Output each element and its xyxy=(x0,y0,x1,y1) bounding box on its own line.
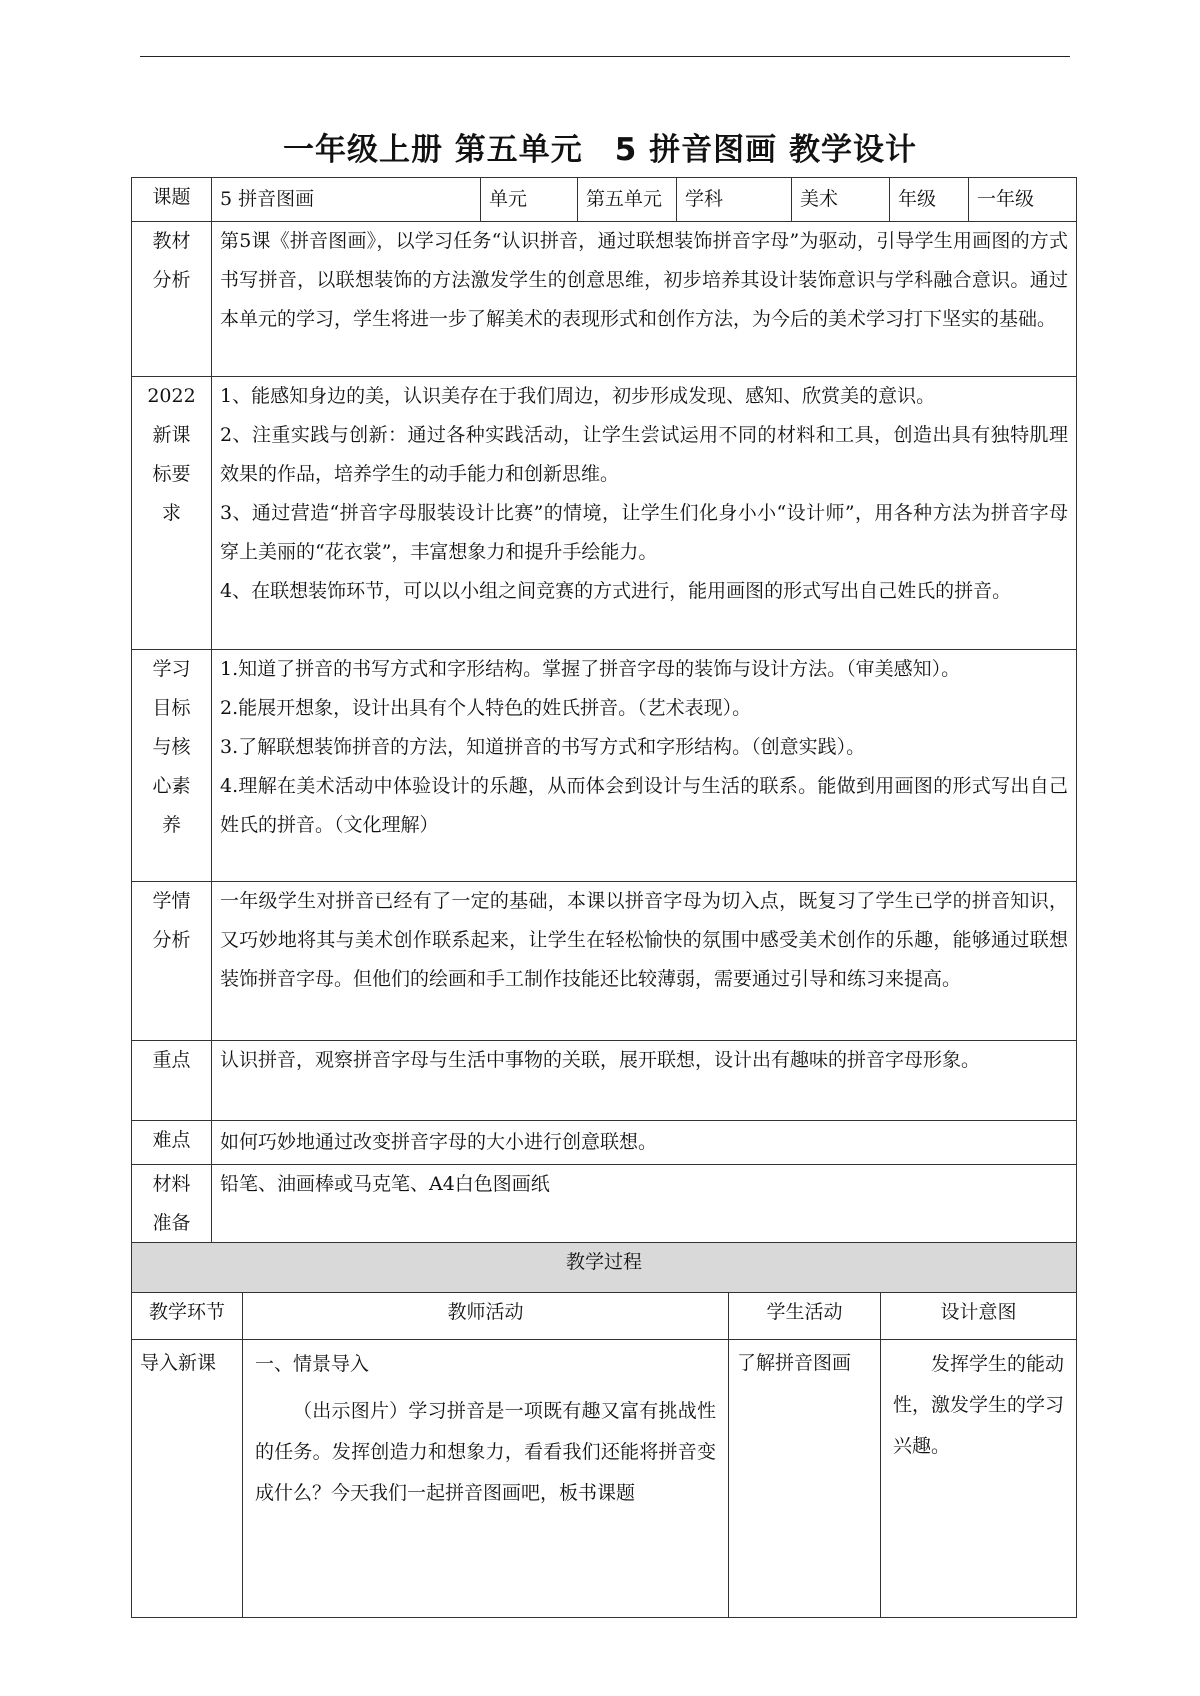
process-banner-row xyxy=(132,1243,1077,1293)
subject-label: 学科 xyxy=(677,178,792,222)
objectives-row xyxy=(132,650,1077,882)
materials-label-text: 材料 准备 xyxy=(152,1173,191,1234)
process-header-row xyxy=(132,1293,1077,1340)
key-points-label: 重点 xyxy=(132,1041,212,1121)
process-row xyxy=(132,1340,1077,1618)
materials-row xyxy=(132,1165,1077,1244)
lesson-info-table xyxy=(131,177,1077,1244)
subject-value: 美术 xyxy=(792,178,890,222)
difficulties-label: 难点 xyxy=(132,1121,212,1165)
curriculum-label-text: 2022 新课 标要 求 xyxy=(147,385,196,524)
teacher-activity-cell xyxy=(243,1340,729,1618)
curriculum-row xyxy=(132,377,1077,650)
material-analysis-row xyxy=(132,222,1077,377)
unit-label: 单元 xyxy=(481,178,578,222)
curriculum-item: 3、通过营造“拼音字母服装设计比赛”的情境，让学生们化身小小“设计师”，用各种方法为拼音字母穿上美丽的“花衣裳”，丰富想象力和提升手绘能力。 xyxy=(220,502,1068,563)
grade-value: 一年级 xyxy=(969,178,1077,222)
teaching-process-table xyxy=(131,1242,1077,1618)
objective-item: 1.知道了拼音的书写方式和字形结构。掌握了拼音字母的装饰与设计方法。（审美感知）。 xyxy=(220,658,961,680)
material-analysis-text: 第5课《拼音图画》，以学习任务“认识拼音，通过联想装饰拼音字母”为驱动，引导学生用画图的方式书写拼音，以联想装饰的方法激发学生的创意思维，初步培养其设计装饰意识与学科融合意识。通过本单元的学习，学生将进一步了解美术的表现形式和创作方法，为今后的美术学习打下坚实的基础。 xyxy=(212,222,1077,377)
column-header-student: 学生活动 xyxy=(729,1293,881,1340)
objective-item: 2.能展开想象，设计出具有个人特色的姓氏拼音。（艺术表现）。 xyxy=(220,697,752,719)
curriculum-item: 2、注重实践与创新：通过各种实践活动，让学生尝试运用不同的材料和工具，创造出具有独特肌理效果的作品，培养学生的动手能力和创新思维。 xyxy=(220,424,1068,485)
material-analysis-label-text: 教材 分析 xyxy=(152,230,191,291)
header-rule xyxy=(140,56,1070,57)
learner-analysis-label xyxy=(132,882,212,1041)
objectives-text xyxy=(212,650,1077,882)
column-header-teacher: 教师活动 xyxy=(243,1293,729,1340)
document-title: 一年级上册 第五单元 5 拼音图画 教学设计 xyxy=(283,132,917,168)
curriculum-label xyxy=(132,377,212,650)
curriculum-item: 1、能感知身边的美，认识美存在于我们周边，初步形成发现、感知、欣赏美的意识。 xyxy=(220,385,936,407)
curriculum-text xyxy=(212,377,1077,650)
unit-value: 第五单元 xyxy=(578,178,677,222)
column-header-intent: 设计意图 xyxy=(881,1293,1077,1340)
grade-label: 年级 xyxy=(890,178,969,222)
topic-label: 课题 xyxy=(132,178,212,222)
difficulties-text: 如何巧妙地通过改变拼音字母的大小进行创意联想。 xyxy=(212,1121,1077,1165)
process-banner: 教学过程 xyxy=(132,1243,1077,1293)
learner-analysis-text: 一年级学生对拼音已经有了一定的基础，本课以拼音字母为切入点，既复习了学生已学的拼音知识，又巧妙地将其与美术创作联系起来，让学生在轻松愉快的氛围中感受美术创作的乐趣，能够通过联想装饰拼音字母。但他们的绘画和手工制作技能还比较薄弱，需要通过引导和练习来提高。 xyxy=(212,882,1077,1041)
stage-cell: 导入新课 xyxy=(132,1340,243,1618)
topic-value: 5 拼音图画 xyxy=(212,178,481,222)
learner-analysis-row xyxy=(132,882,1077,1041)
materials-label xyxy=(132,1165,212,1244)
objectives-label-text: 学习 目标 与核 心素 养 xyxy=(152,658,191,836)
curriculum-item: 4、在联想装饰环节，可以以小组之间竞赛的方式进行，能用画图的形式写出自己姓氏的拼音。 xyxy=(220,580,1012,602)
teacher-activity-heading: 一、情景导入 xyxy=(255,1353,370,1375)
learner-analysis-label-text: 学情 分析 xyxy=(152,890,191,951)
objectives-label xyxy=(132,650,212,882)
difficulties-row xyxy=(132,1121,1077,1165)
material-analysis-label xyxy=(132,222,212,377)
key-points-row xyxy=(132,1041,1077,1121)
key-points-text: 认识拼音，观察拼音字母与生活中事物的关联，展开联想，设计出有趣味的拼音字母形象。 xyxy=(212,1041,1077,1121)
objective-item: 3.了解联想装饰拼音的方法，知道拼音的书写方式和字形结构。（创意实践）。 xyxy=(220,736,866,758)
objective-item: 4.理解在美术活动中体验设计的乐趣，从而体会到设计与生活的联系。能做到用画图的形式写出自己姓氏的拼音。（文化理解） xyxy=(220,775,1068,836)
header-row xyxy=(132,178,1077,222)
teacher-activity-text: （出示图片）学习拼音是一项既有趣又富有挑战性的任务。发挥创造力和想象力，看看我们还能将拼音变成什么？今天我们一起拼音图画吧，板书课题 xyxy=(255,1400,716,1504)
column-header-stage: 教学环节 xyxy=(132,1293,243,1340)
materials-text: 铅笔、油画棒或马克笔、A4白色图画纸 xyxy=(212,1165,1077,1244)
student-activity-cell: 了解拼音图画 xyxy=(729,1340,881,1618)
design-intent-cell: 发挥学生的能动性，激发学生的学习兴趣。 xyxy=(881,1340,1077,1618)
